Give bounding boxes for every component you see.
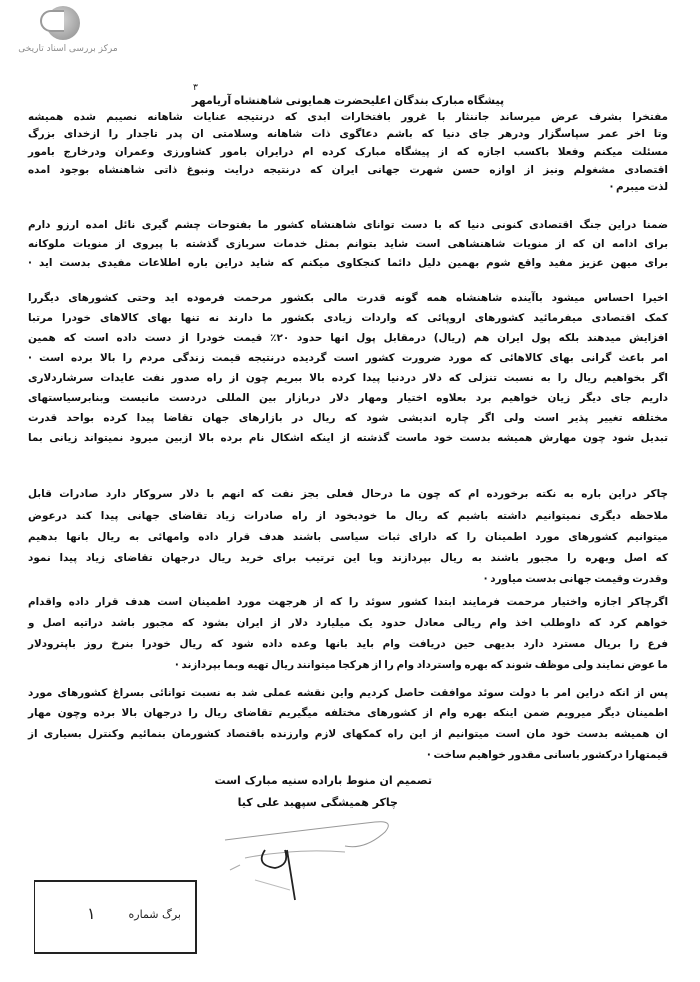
signature-stroke bbox=[225, 822, 388, 847]
letter-line: وقدرت وقیمت جهانی بدست میاورد · bbox=[483, 573, 668, 585]
signature-stroke bbox=[262, 850, 295, 900]
letter-line: میتوانیم کشورهای مورد اطمینان را که دارای ثبات سیاسی باشند هدف قرار داده وامهائی به ریال بانها بدهیم bbox=[28, 531, 668, 543]
letter-line: خواهم کرد که داوطلب اخذ وام ریالی معادل حدود یک میلیارد دلار از ایران بشود که مجبور باشد دراتیه اصل و bbox=[28, 617, 668, 629]
letter-line: پس از انکه دراین امر با دولت سوئد موافقت حاصل کردیم واین نقشه عملی شد به نسبت توانائی بسراغ کشورهای مورد bbox=[28, 687, 668, 699]
logo-text: مرکز بررسی اسناد تاریخی bbox=[18, 44, 118, 54]
letter-line: ملاحظه دیگری نمیتوانیم داشته باشیم که ریال ما خودبخود از راه صادرات زیاد تقاضای جهانی پیدا کند درعوض bbox=[28, 510, 668, 522]
sheet-number-stamp bbox=[34, 880, 197, 954]
page-marker: ٣ bbox=[193, 83, 198, 93]
letter-line: اطمینان دیگر میرویم ضمن اینکه بهره وام از کشورهای مختلفه میگیریم تقاضای ریال را درجهان بالا برده وچون مهار bbox=[28, 707, 668, 719]
closing-line: تصمیم ان منوط باراده سنیه مبارک است bbox=[214, 774, 432, 787]
letter-line: وتا اخر عمر سپاسگزار ودرهر جای دنیا که باشم دعاگوی ذات شاهانه وسلامتی ان پدر تاجدار را ازخدای بزرگ bbox=[28, 128, 668, 140]
letter-line: چاکر دراین باره به نکته برخورده ام که چون ما درحال فعلی بجز نفت که انهم با دلار سروکار دارد صادرات قابل bbox=[28, 488, 668, 500]
letter-line: برای ادامه ان که از منویات شاهنشاهی است شاید بتوانم بمثل خدمات سربازی گذشته با پیروی از منویات ملوکانه bbox=[28, 238, 668, 250]
letter-line: افزایش میدهند بلکه پول ایران هم (ریال) درمقابل پول انها حدود ٢٠٪ قیمت خودرا از دست داده است که همین bbox=[28, 332, 668, 344]
letter-line: اقتصادی مشغولم ونیز از اوازه حسن شهرت جهانی ایران که درنتیجه درایت ونبوغ ذاتی شاهنشاه بوجود امده bbox=[28, 164, 668, 176]
letter-line: که اصل وبهره را مجبور باشند به ریال بپردازند وبا این ترتیب برای خرید ریال درجهان تقاضای زیاد پیدا نمود bbox=[28, 552, 668, 564]
signature-stroke bbox=[245, 851, 345, 858]
letter-line: اگر بخواهیم ریال را به نسبت تنزلی که دلار دردنیا پیدا کرده بالا ببریم چون از راه صدور نفت عایدات سرشاردلاری bbox=[28, 372, 668, 384]
sheet-number-label: برگ شماره bbox=[128, 908, 181, 921]
letter-line: امر باعث گرانی بهای کالاهائی که مورد ضرورت کشور است گردیده درنتیجه قیمت زندگی مردم را بالا برده است · bbox=[28, 352, 668, 364]
sheet-number: ١ bbox=[87, 904, 96, 923]
letter-line: تبدیل شود چون مهارش همیشه بدست خود ماست گذشته از اینکه اشکال نام برده بالا ازبین میرود نمیتواند زیانی بما bbox=[28, 432, 668, 444]
letter-line: لذت میبرم · bbox=[609, 181, 668, 193]
letter-line: ان همیشه بدست خود مان است میتوانیم از این راه کمکهای لازم وارزنده باقتصاد کشورمان بنمائیم وکنترل بسیاری از bbox=[28, 728, 668, 740]
letter-line: ضمنا دراین جنگ اقتصادی کنونی دنیا که با دست توانای شاهنشاه کشور ما بفتوحات چشم گیری نائل امده ارزو دارم bbox=[28, 219, 668, 231]
letter-line: اخیرا احساس میشود باآینده شاهنشاه همه گونه قدرت مالی بکشور مرحمت فرموده اید وحتی کشورهای دیگررا bbox=[28, 292, 668, 304]
letter-line: ما عوض نمایند ولی موظف شوند که بهره واسترداد وام را از هرکجا میتوانند ریال تهیه وبما بپردازند · bbox=[174, 659, 668, 671]
letter-line: قیمتهارا درکشور باسانی مقدور خواهیم ساخت · bbox=[426, 749, 668, 761]
signature-stroke bbox=[230, 865, 240, 870]
letter-line: داریم جای دیگر زیان خواهیم برد بعلاوه اختیار ومهار دلار دربازار بین المللی دردست مانیست وبنابرسیاستهای bbox=[28, 392, 668, 404]
signature-stroke bbox=[255, 880, 290, 890]
archive-logo bbox=[8, 2, 138, 62]
signature-mark bbox=[195, 810, 395, 920]
archive-logo-icon bbox=[46, 6, 80, 40]
letter-line: مفتخرا بشرف عرض میرساند جاننثار با غرور بافتخارات ابدی که درنتیجه عنایات شاهانه نصیبم شده همیشه bbox=[28, 111, 668, 123]
letter-line: اگرچاکر اجازه واختیار مرحمت فرمایند ابتدا کشور سوئد را که از هرجهت مورد اطمینان است هدف قرار داده واقدام bbox=[28, 596, 668, 608]
letter-title: پیشگاه مبارک بندگان اعلیحضرت همایونی شاهنشاه آریامهر bbox=[191, 94, 505, 107]
letter-line: مختلفه تغییر پذیر است ولی اگر چاره اندیشی شود که ریال در بازارهای جهان تقاضا پیدا کرده بواحد قدرت bbox=[28, 412, 668, 424]
letter-line: کمک اقتصادی میفرمائید کشورهای اروپائی که واردات زیادی بکشور ما دارند نه تنها بهای کالاهای خودرا مرتبا bbox=[28, 312, 668, 324]
signatory-line: چاکر همیشگی سپهبد علی کیا bbox=[237, 796, 398, 809]
letter-line: مسئلت میکنم وفعلا باکسب اجازه که از پیشگاه مبارک کرده ام درایران بامور کشاورزی وعمران ودرخارج بامور bbox=[28, 146, 668, 158]
letter-line: فرع را بریال مسترد دارد بدیهی حین دریافت وام باید بانها وعده داده شود که ریال خودرا بنرخ روز باپترودلار bbox=[28, 638, 668, 650]
letter-line: برای میهن عزیز مفید واقع شوم بهمین دلیل دائما کنجکاوی میکنم که شاید دراین باره اطلاعات مفیدی بدست اید · bbox=[28, 257, 668, 269]
